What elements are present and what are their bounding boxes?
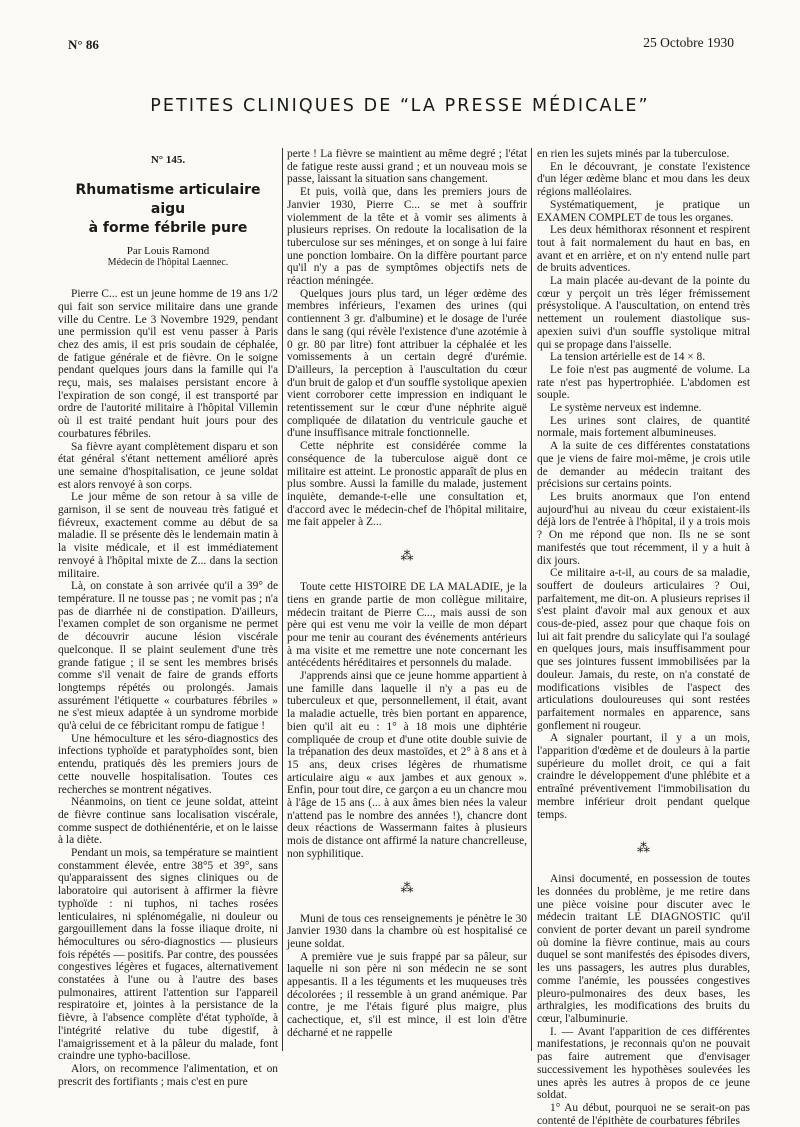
paragraph: Systématiquement, je pratique un EXAMEN COMPLET de tous les organes. bbox=[537, 198, 750, 224]
column-1 bbox=[58, 148, 278, 1088]
paragraph: Sa fièvre ayant complètement disparu et son état général s'étant nettement amélioré après une semaine d'hospitalisation, ce jeune soldat est alors renvoyé à son corps. bbox=[58, 440, 278, 491]
paragraph: Et puis, voilà que, dans les premiers jours de Janvier 1930, Pierre C... se met à souffrir violemment de la tête et à vomir ses aliments à plusieurs reprises. On redoute la localisation de la tuberculose sur ses méninges, et on songe à lui faire une ponction lombaire. On la diffère pourtant parce qu'il n'y a pas de symptômes objectifs nets de réaction méningée. bbox=[287, 186, 527, 288]
section-title: PETITES CLINIQUES DE “LA PRESSE MÉDICALE” bbox=[150, 96, 650, 116]
article-author: Par Louis Ramond bbox=[126, 244, 210, 257]
paragraph: J'apprends ainsi que ce jeune homme appartient à une famille dans laquelle il n'y a pas eu de tuberculeux et que, personnellement, il était, avant la maladie actuelle, très bien portant en apparence, bien qu'il ait eu : 1° à 18 mois une diphtérie compliquée de croup et d'une otite double suivie de la trépanation des deux mastoïdes, et 2° à 8 ans et à 15 ans, deux crises légères de rhumatisme articulaire aigu « aux jambes et aux genoux ». Enfin, pour tout dire, ce garçon a eu un chancre mou à l'âge de 15 ans (... à aux âmes bien nées la valeur n'attend pas le nombre des années !), chancre dont deux réactions de Wassermann faites à plusieurs mois de distance ont affirmé la nature chancrelleuse, non syphilitique. bbox=[287, 670, 527, 860]
paragraph: Le foie n'est pas augmenté de volume. La rate n'est pas hypertrophiée. L'abdomen est souple. bbox=[537, 363, 750, 402]
column-rule-left bbox=[282, 148, 283, 1051]
paragraph: A signaler pourtant, il y a un mois, l'apparition d'œdème et de douleurs à la partie supérieure du mollet droit, ce qui a fait craindre le développement d'une phlébite et a entraîné préventivement l'immobilisation du membre inférieur droit pendant quelque temps. bbox=[537, 732, 750, 821]
paragraph: Quelques jours plus tard, un léger œdème des membres inférieurs, l'examen des urines (qui contiennent 3 gr. d'albumine) et le dosage de l'urée dans le sang (qui révèle l'existence d'une azotémie à 0 gr. 80 par litre) font attribuer la céphalée et les vomissements à un certain degré d'urémie. D'ailleurs, la perception à l'auscultation du cœur d'un bruit de galop et d'un souffle systolique apexien vient corroborer cette impression en indiquant le retentissement sur le cœur d'une néphrite aiguë compliquée de dilatation du ventricule gauche et d'une insuffisance mitrale fonctionnelle. bbox=[287, 287, 527, 440]
article-title-line-2: à forme fébrile pure bbox=[88, 219, 248, 236]
paragraph: La main placée au-devant de la pointe du cœur y perçoit un très léger frémissement présystolique. A l'auscultation, on entend très nettement un roulement diastolique sus-apexien suivi d'un souffle systolique mitral qui se propage dans l'aisselle. bbox=[537, 275, 750, 351]
paragraph: en rien les sujets minés par la tuberculose. bbox=[537, 148, 730, 160]
paragraph: Ce militaire a-t-il, au cours de sa maladie, souffert de douleurs articulaires ? Oui, parfaitement, me dit-on. A plusieurs reprises il s'est plaint d'avoir mal aux genoux et aux cous-de-pied, assez pour que chaque fois on lui ait fait prendre du salicylate qui l'a soulagé en quelques jours, mais insuffisamment pour que ses jointures fussent immobilisées par la douleur. Jamais, du reste, on n'a constaté de modifications visibles de l'aspect des articulations douloureuses qui sont restées parfaitement normales en apparence, sans gonflement ni rougeur. bbox=[537, 567, 750, 732]
column-3 bbox=[537, 148, 750, 1127]
paragraph: Néanmoins, on tient ce jeune soldat, atteint de fièvre continue sans localisation viscérale, comme suspect de dothiénentérie, et on le laisse à la diète. bbox=[58, 796, 278, 847]
paragraph: A la suite de ces différentes constatations que je viens de faire moi-même, je crois utile de demander au médecin traitant des précisions sur certains points. bbox=[537, 440, 750, 491]
paragraph: I. — Avant l'apparition de ces différentes manifestations, je reconnais qu'on ne pouvait pas faire autrement que d'envisager successivement les hypothèses soulevées les unes après les autres à propos de ce jeune soldat. bbox=[537, 1025, 750, 1102]
paragraph: Alors, on recommence l'alimentation, et on prescrit des fortifiants ; mais c'est en pure bbox=[58, 1063, 278, 1088]
issue-date: 25 Octobre 1930 bbox=[643, 35, 734, 50]
paragraph: En le découvrant, je constate l'existence d'un léger œdème blanc et mou dans les deux régions malléolaires. bbox=[537, 160, 750, 199]
paragraph: Muni de tous ces renseignements je pénètre le 30 Janvier 1930 dans la chambre où est hospitalisé ce jeune soldat. bbox=[287, 912, 527, 950]
paragraph: Le jour même de son retour à sa ville de garnison, il se sent de nouveau très fatigué et fiévreux, exactement comme au début de sa maladie. Il se présente dès le lendemain matin à la visite médicale, et il est immédiatement renvoyé à l'hôpital mixte de Z... dans la section militaire. bbox=[58, 491, 278, 580]
section-separator: ⁂ bbox=[400, 548, 414, 564]
paragraph: Les bruits anormaux que l'on entend aujourd'hui au niveau du cœur existaient-ils déjà lors de l'entrée à l'hôpital, il y a trois mois ? On me répond que non. Ils ne se sont manifestés que tout récemment, il y a huit à dix jours. bbox=[537, 490, 750, 567]
paragraph: A première vue je suis frappé par sa pâleur, sur laquelle ni son père ni son médecin ne se sont appesantis. Il a les téguments et les muqueuses très décolorées ; il ressemble à un grand anémique. Par contre, je me l'étais figuré plus maigre, plus cachectique, et, s'il est mince, il est loin d'être décharné et ne rappelle bbox=[287, 950, 527, 1039]
paragraph: Toute cette HISTOIRE DE LA MALADIE, je la tiens en grande partie de mon collègue militaire, médecin traitant de Pierre C..., mais aussi de son père qui est venu me voir la veille de mon départ pour me tenir au courant des événements antérieurs à ma visite et me remettre une note concernant les antécédents héréditaires et personnels du malade. bbox=[287, 581, 527, 670]
paragraph: Une hémoculture et les séro-diagnostics des infections typhoïde et paratyphoïdes sont, bien entendu, pratiqués dès les premiers jours de cette nouvelle hospitalisation. Toutes ces recherches se montrent négatives. bbox=[58, 732, 278, 796]
paragraph: Là, on constate à son arrivée qu'il a 39° de température. Il ne tousse pas ; ne vomit pas ; n'a pas de diarrhée ni de constipation. D'ailleurs, l'examen complet de son organisme ne permet de découvrir aucune lésion viscérale quelconque. Il se plaint seulement d'une très grande fatigue ; il se sent les membres brisés comme s'il venait de faire de grands efforts longtemps répétés ou prolongés. Jamais assurément l'étiquette « courbatures fébriles » ne s'est mieux adaptée à un syndrome morbide qu'à celui de ce fébricitant rompu de fatigue ! bbox=[58, 580, 278, 733]
paragraph: Pendant un mois, sa température se maintient constamment élevée, entre 38°5 et 39°, sans qu'apparaissent des signes cliniques ou de laboratoire qui autorisent à affirmer la fièvre typhoïde : ni tuphos, ni taches rosées lenticulaires, ni splénomégalie, ni douleur ou gargouillement dans la fosse iliaque droite, ni hémocultures ou séro-diagnostics — plusieurs fois répétés — positifs. Par contre, des poussées congestives légères et fugaces, alternativement constatées à l'une ou à l'autre des bases pulmonaires, attirent l'attention sur l'appareil respiratoire et, jointes à la persistance de la fièvre, à l'absence complète d'état typhoïde, à l'intégrité relative du tube digestif, à l'amaigrissement et à la pâleur du malade, font craindre une typho-bacillose. bbox=[58, 847, 278, 1063]
paragraph: 1° Au début, pourquoi ne se serait-on pas contenté de l'épithète de courbatures fébriles bbox=[537, 1101, 750, 1127]
paragraph: Pierre C... est un jeune homme de 19 ans 1/2 qui fait son service militaire dans une grande ville du Centre. Le 3 Novembre 1929, pendant une permission qu'il est venu passer à Paris chez des amis, il est pris soudain de céphalée, de fatigue générale et de fièvre. On le soigne pendant quelques jours dans la famille qui l'a reçu, mais, ses malaises persistant encore à l'expiration de son congé, il est transporté par ordre de l'autorité militaire à l'hôpital Villemin où il est traité pendant huit jours pour des courbatures fébriles. bbox=[58, 288, 278, 440]
paragraph: Cette néphrite est considérée comme la conséquence de la tuberculose aiguë dont ce militaire est atteint. Le pronostic apparaît de plus en plus sombre. Aussi la famille du malade, justement inquiète, demande-t-elle une consultation et, d'accord avec le médecin-chef de l'hôpital militaire, me fait appeler à Z... bbox=[287, 440, 527, 529]
page-number: N° 86 bbox=[68, 37, 99, 52]
paragraph: La tension artérielle est de 14 × 8. bbox=[550, 351, 706, 364]
paragraph: perte ! La fièvre se maintient au même degré ; l'état de fatigue reste aussi grand ; et un nouveau mois se passe, laissant la situation sans changement. bbox=[287, 148, 527, 186]
section-separator: ⁂ bbox=[400, 879, 414, 895]
paragraph: Le système nerveux est indemne. bbox=[550, 402, 702, 415]
column-rule-right bbox=[531, 148, 532, 1051]
article-title-line-1: Rhumatisme articulaire aigu bbox=[75, 181, 261, 217]
paragraph: Ainsi documenté, en possession de toutes les données du problème, je me retire dans une pièce voisine pour discuter avec le médecin traitant LE DIAGNOSTIC qu'il convient de porter devant un pareil syndrome où domine la fièvre continue, mais au cours duquel se sont manifestés des épisodes divers, les uns passagers, les autres plus durables, comme l'anémie, les poussées congestives pleuro-pulmonaires des deux bases, les arthralgies, les modifications des bruits du cœur, l'albuminurie. bbox=[537, 873, 750, 1025]
paragraph: Les urines sont claires, de quantité normale, mais fortement albumineuses. bbox=[537, 414, 750, 440]
paragraph: Les deux hémithorax résonnent et respirent tout à fait normalement du haut en bas, en avant et en arrière, et on n'y entend nulle part de bruits adventices. bbox=[537, 224, 750, 275]
article-number: N° 145. bbox=[150, 154, 186, 166]
column-2 bbox=[287, 148, 527, 1040]
section-separator: ⁂ bbox=[637, 840, 650, 856]
author-affiliation: Médecin de l'hôpital Laennec. bbox=[107, 257, 229, 269]
